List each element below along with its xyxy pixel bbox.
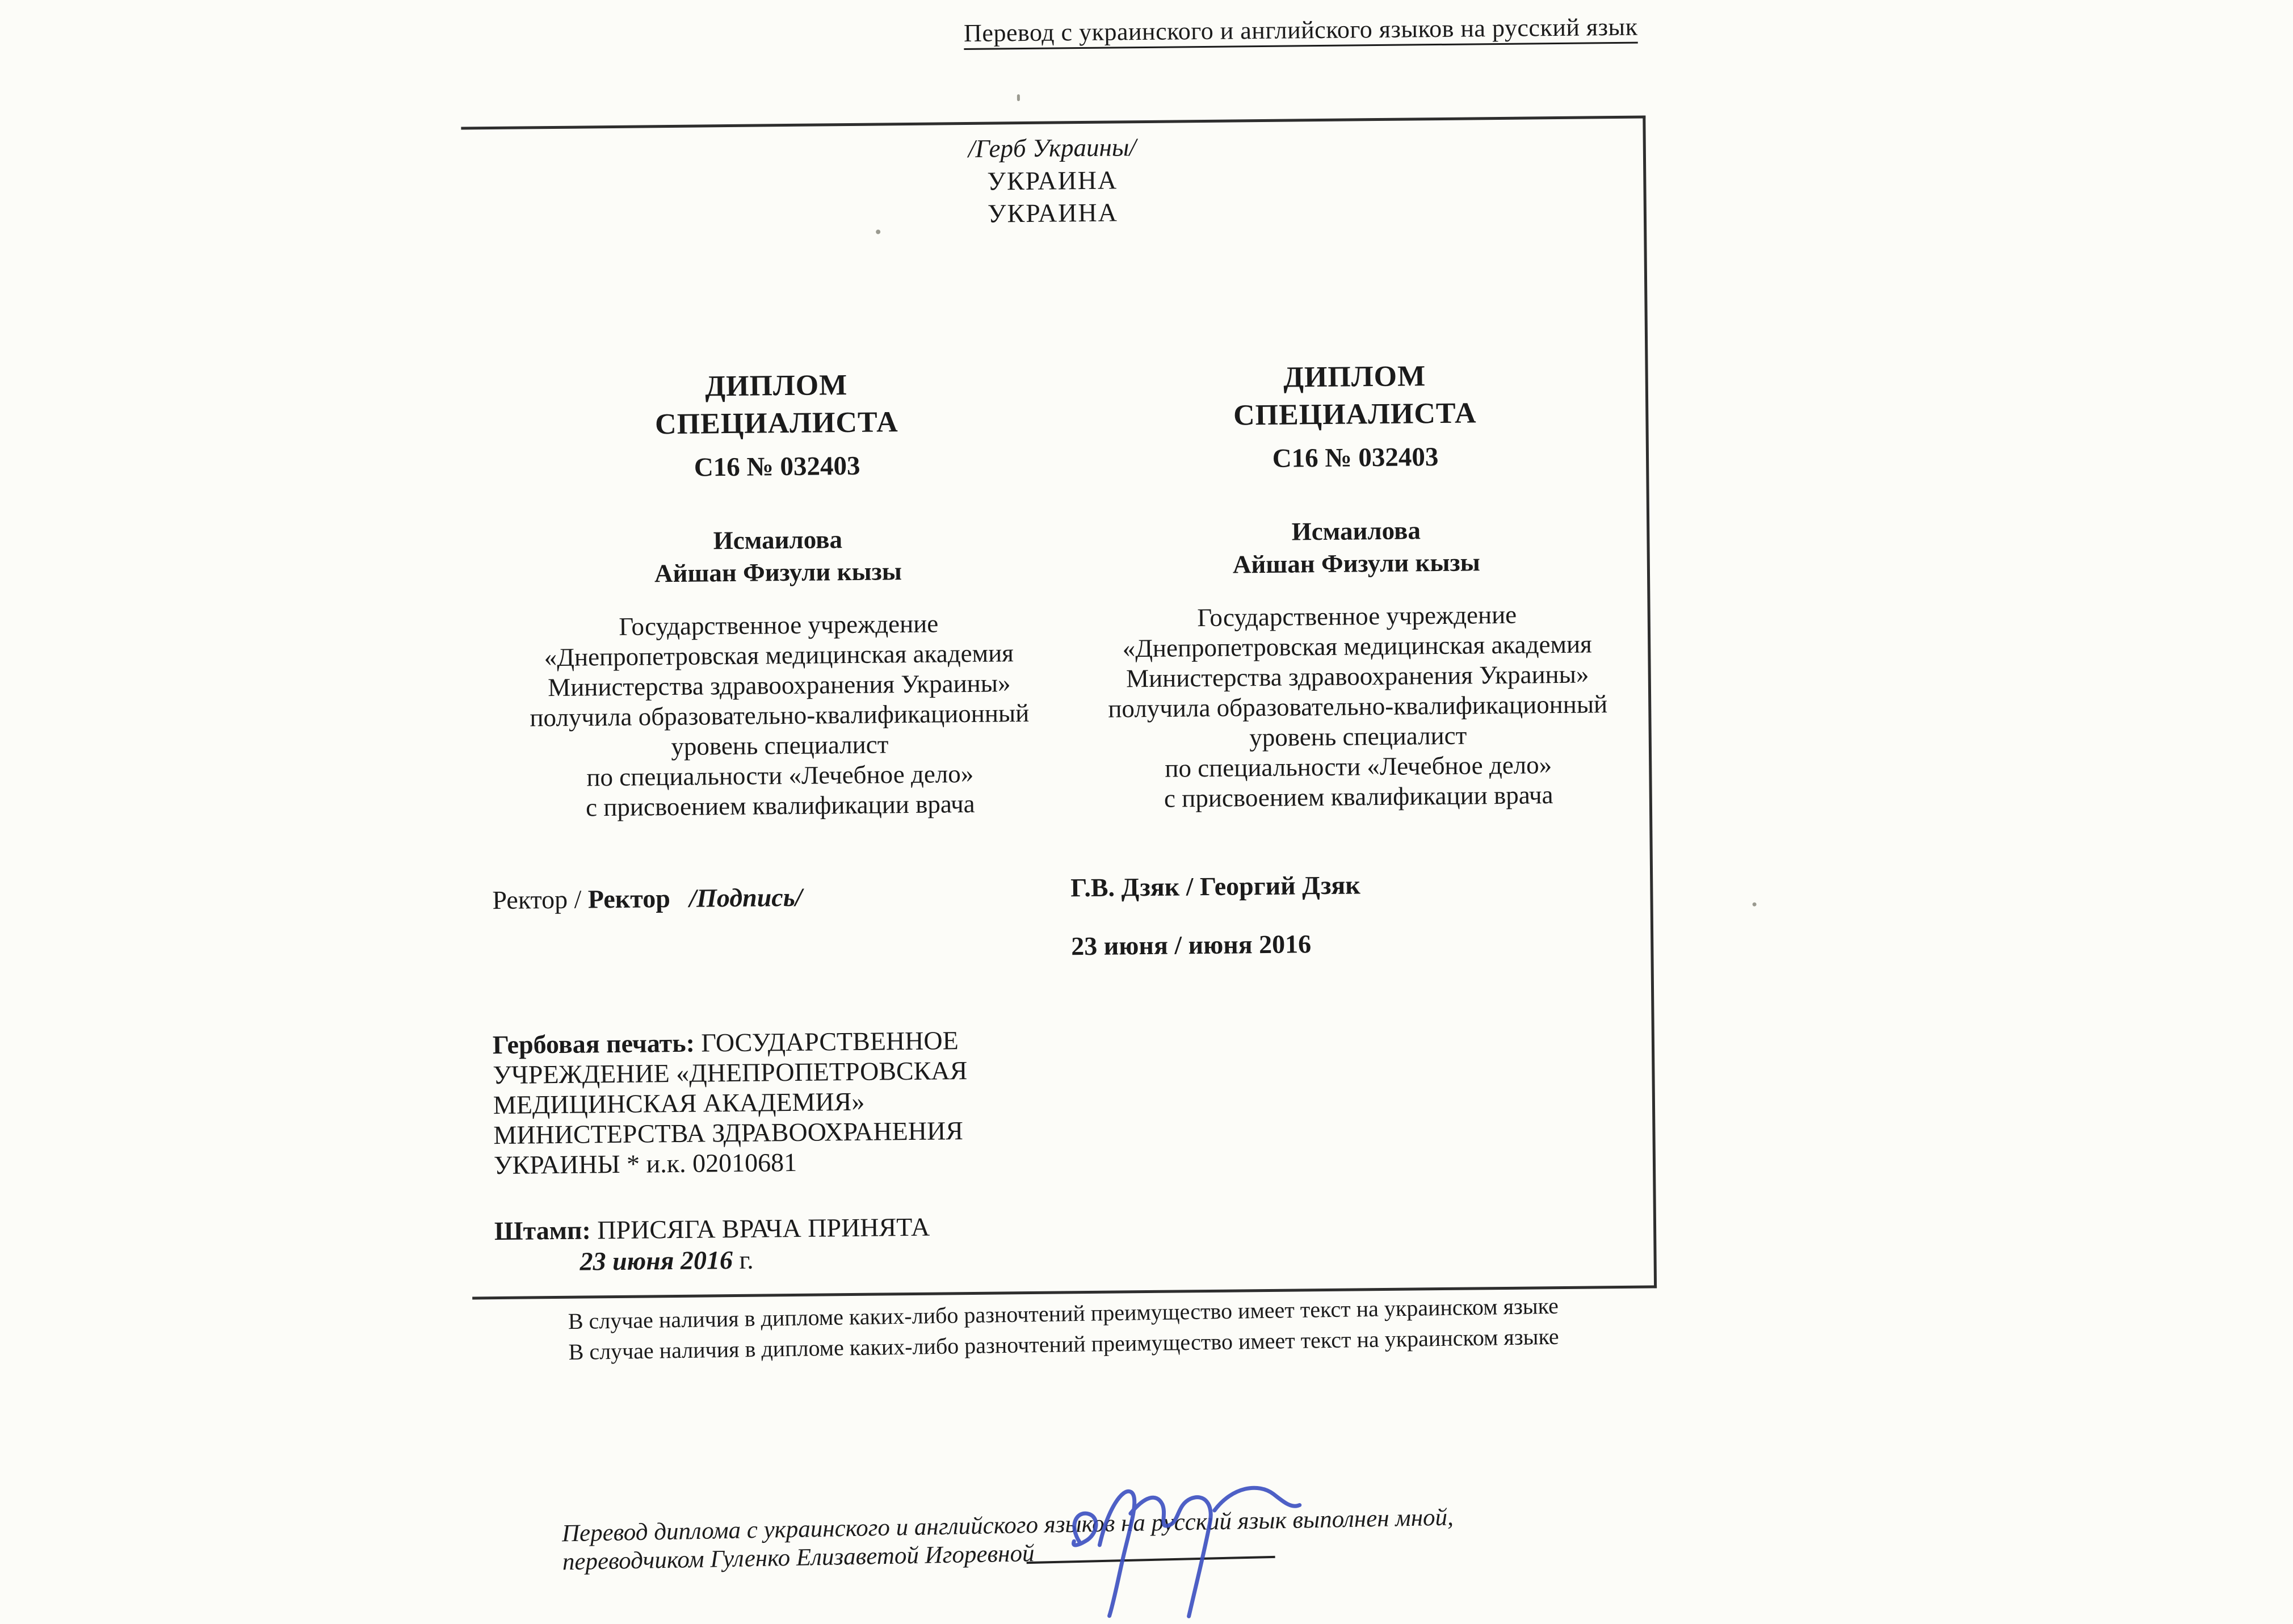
body-line: получила образовательно-квалификационный bbox=[1108, 690, 1608, 723]
rector-signature-line bbox=[492, 882, 803, 915]
seal-note bbox=[493, 1025, 1039, 1180]
disclaimer-line: В случае наличия в дипломе каких-либо разночтений преимущество имеет текст на украинском языке bbox=[568, 1323, 1559, 1365]
graduate-name bbox=[1064, 512, 1649, 582]
translator-signature bbox=[1045, 1455, 1308, 1624]
seal-line: УКРАИНЫ * и.к. 02010681 bbox=[493, 1147, 797, 1180]
stamp-note bbox=[494, 1210, 1040, 1278]
stamp-label: Штамп: bbox=[494, 1215, 591, 1246]
seal-label: Гербовая печать: bbox=[492, 1028, 695, 1060]
issue-date-line: 23 июня / июня 2016 bbox=[1071, 929, 1312, 961]
stamp-text: ПРИСЯГА ВРАЧА ПРИНЯТА bbox=[597, 1212, 930, 1245]
diploma-title bbox=[1062, 356, 1647, 437]
country-name-uk: УКРАИНА bbox=[987, 165, 1118, 196]
body-line: с присвоением квалификации врача bbox=[1164, 780, 1553, 813]
diploma-title-line1: ДИПЛОМ bbox=[1283, 360, 1426, 394]
scan-artifact bbox=[876, 229, 880, 234]
translator-statement-line1: Перевод диплома с украинского и английского языков на русский язык выполнен мной, bbox=[561, 1504, 1454, 1547]
stamp-date: 23 июня 2016 bbox=[579, 1245, 733, 1276]
body-line: с присвоением квалификации врача bbox=[585, 789, 975, 822]
translator-statement bbox=[562, 1502, 1528, 1576]
graduate-name bbox=[485, 521, 1070, 591]
rector-label: Ректор / bbox=[492, 884, 582, 915]
signature-placeholder-note: /Подпись/ bbox=[689, 882, 803, 913]
body-line: Государственное учреждение bbox=[1197, 600, 1517, 632]
left-column-translation bbox=[481, 124, 1077, 1296]
rector-name-line: Г.В. Дзяк / Георгий Дзяк bbox=[1070, 870, 1361, 903]
body-line: Министерства здравоохранения Украины» bbox=[547, 669, 1011, 702]
translator-statement-line2: переводчиком Гуленко Елизаветой Игоревной bbox=[562, 1540, 1035, 1576]
diploma-title-line1: ДИПЛОМ bbox=[705, 369, 848, 403]
stamp-line2 bbox=[579, 1241, 1039, 1277]
graduate-surname: Исмаилова bbox=[1291, 516, 1421, 546]
stamp-date-suffix: г. bbox=[739, 1245, 754, 1274]
body-line: по специальности «Лечебное дело» bbox=[586, 759, 974, 792]
diploma-series-number: С16 № 032403 bbox=[1272, 442, 1439, 473]
seal-line: МЕДИЦИНСКАЯ АКАДЕМИЯ» bbox=[493, 1086, 865, 1120]
emblem-note: /Герб Украины/ bbox=[968, 133, 1137, 163]
seal-line: УЧРЕЖДЕНИЕ «ДНЕПРОПЕТРОВСКАЯ bbox=[493, 1056, 968, 1090]
body-line: уровень специалист bbox=[671, 730, 889, 761]
seal-line: МИНИСТЕРСТВА ЗДРАВООХРАНЕНИЯ bbox=[493, 1116, 964, 1150]
graduate-given-names: Айшан Физули кызы bbox=[654, 557, 902, 588]
body-line: по специальности «Лечебное дело» bbox=[1165, 750, 1552, 783]
disclaimer-line: В случае наличия в дипломе каких-либо разночтений преимущество имеет текст на украинском языке bbox=[568, 1293, 1559, 1335]
scan-artifact bbox=[1017, 94, 1020, 101]
translation-direction-heading: Перевод с украинского и английского языков на русский язык bbox=[963, 12, 1638, 48]
graduate-surname: Исмаилова bbox=[713, 525, 843, 555]
diploma-series-number: С16 № 032403 bbox=[694, 451, 860, 482]
rector-label-translated: Ректор bbox=[587, 884, 671, 914]
diploma-frame bbox=[461, 116, 1657, 1300]
body-line: «Днепропетровская медицинская академия bbox=[1122, 630, 1592, 663]
graduate-given-names: Айшан Физули кызы bbox=[1232, 548, 1480, 579]
diploma-body-text bbox=[486, 607, 1073, 824]
language-precedence-disclaimer bbox=[472, 1289, 1654, 1369]
stamp-line1 bbox=[494, 1210, 1039, 1247]
body-line: Министерства здравоохранения Украины» bbox=[1125, 660, 1589, 693]
seal-line bbox=[493, 1025, 1038, 1060]
body-line: «Днепропетровская медицинская академия bbox=[544, 639, 1014, 672]
scan-artifact bbox=[1753, 903, 1757, 907]
diploma-title-line2: СПЕЦИАЛИСТА bbox=[654, 406, 898, 441]
diploma-body-text bbox=[1064, 598, 1651, 815]
right-column-translation bbox=[1060, 119, 1656, 1291]
diploma-title-line2: СПЕЦИАЛИСТА bbox=[1233, 397, 1477, 432]
country-name-ru: УКРАИНА bbox=[987, 198, 1119, 228]
body-line: Государственное учреждение bbox=[619, 609, 939, 641]
seal-text: ГОСУДАРСТВЕННОЕ bbox=[701, 1026, 959, 1058]
body-line: уровень специалист bbox=[1249, 721, 1467, 752]
diploma-title bbox=[484, 364, 1069, 445]
body-line: получила образовательно-квалификационный bbox=[530, 698, 1030, 732]
